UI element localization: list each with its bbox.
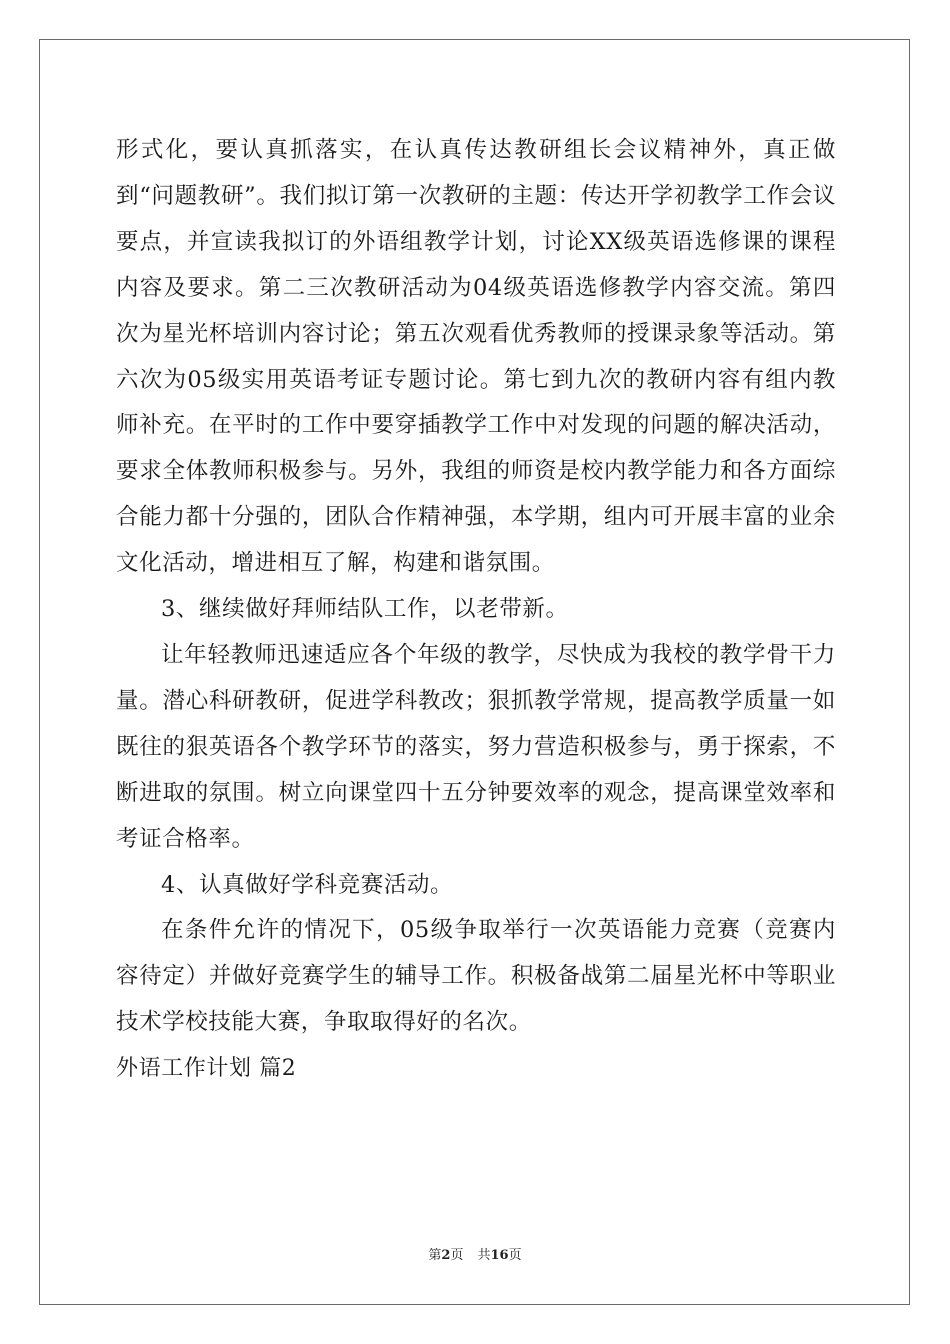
paragraph-item-4: 4、认真做好学科竞赛活动。 — [161, 871, 454, 898]
paragraph-continuation: 形式化，要认真抓落实，在认真传达教研组长会议精神外，真正做到“问题教研”。我们拟订第一次教研的主题：传达开学初教学工作会议要点，并宣读我拟订的外语组教学计划，讨论XX级英语选修课的课程内容及要求。第二三次教研活动为04级英语选修教学内容交流。第四次为星光杯培训内容讨论；第五次观看优秀教师的授课录象等活动。第六次为05级实用英语考证专题讨论。第七到九次的教研内容有组内教师补充。在平时的工作中要穿插教学工作中对发现的问题的解决活动，要求全体教师积极参与。另外，我组的师资是校内教学能力和各方面综合能力都十分强的，团队合作精神强，本学期，组内可开展丰富的业余文化活动，增进相互了解，构建和谐氛围。 — [116, 137, 836, 577]
paragraph-competition: 在条件允许的情况下，05级争取举行一次英语能力竞赛（竞赛内容待定）并做好竞赛学生的辅导工作。积极备战第二届星光杯中等职业技术学校技能大赛，争取取得好的名次。 — [116, 917, 836, 1036]
footer-page-suffix: 页 — [450, 1248, 464, 1263]
footer-page-number: 2 — [441, 1248, 451, 1263]
footer-total-prefix: 共 — [477, 1248, 491, 1263]
footer-total-suffix: 页 — [508, 1248, 522, 1263]
footer-prefix: 第 — [428, 1248, 442, 1263]
section-heading: 外语工作计划 篇2 — [116, 1056, 297, 1082]
paragraph-young-teachers: 让年轻教师迅速适应各个年级的教学，尽快成为我校的教学骨干力量。潜心科研教研，促进学科教改；狠抓教学常规，提高教学质量一如既往的狠英语各个教学环节的落实，努力营造积极参与，勇于探索，不断进取的氛围。树立向课堂四十五分钟要效率的观念，提高课堂效率和考证合格率。 — [116, 641, 836, 852]
paragraph-item-3: 3、继续做好拜师结队工作，以老带新。 — [161, 596, 569, 623]
document-body — [116, 128, 836, 1092]
page-footer — [0, 1246, 950, 1266]
footer-total-pages: 16 — [490, 1248, 509, 1263]
